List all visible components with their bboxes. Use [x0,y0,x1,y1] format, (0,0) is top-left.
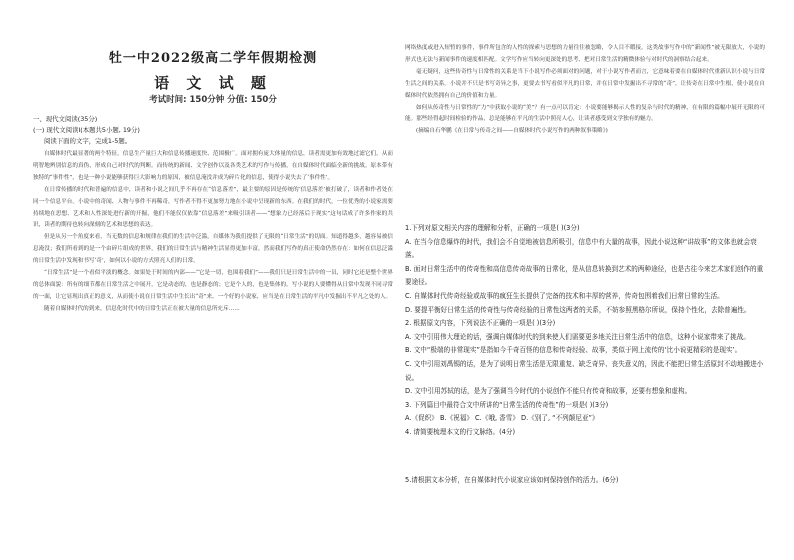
section-instruction: 阅读下面的文字，完成1-5题。 [44,137,132,145]
option-1b: B. 面对日常生活中的传奇性和高信息传奇故事的日常化，是从信息转换到艺术的两种途径，也是古往今来艺术家们创作的重要途径。 [405,264,764,287]
question-4: 4. 请简要梳理本文的行文脉络。(4分) [405,427,516,436]
question-5: 5.请根据文本分析，在自媒体时代小说家应该如何保持创作的活力。(6分) [405,475,619,484]
passage-paragraph: 但是从另一个角度来看，当无数的信息和规律在我们的生活中泛滥，自媒体为我们提供了无限的“日常生活”的切面。知道得越多，越容易被信息淹没；我们所看到的是一个由碎片组成的世界，我们的日常生活与精神生活显得更加丰富，然而我们写作的真正使命仍然存在：如何在信息泛滥的日常生活中发现和书写‘奇’，如何以小说的方式照亮人们的日常。 [33,234,393,265]
source-note: (摘编自石华鹏《在日常与传奇之间——自媒体时代小说写作的两种叙事策略》) [416,128,608,135]
school-title: 牡一中2022级高二学年假期检测 [108,51,318,66]
option-2c: C. 文中引用刘禹锡的话，是为了说明日常生活是无限重复、缺乏奇异、丧失意义的，因此不能把日常生活原封不动地搬进小说。 [405,359,764,382]
option-1c: C. 自媒体时代传奇经验或故事的疯狂生长提供了完备的技术和丰厚的营养，传奇包围着我们日常日常的生活。 [405,291,724,300]
passage-paragraph: “日常生活”是一个看似平淡的概念。如果处于时间的内部——“它是一切，也围着我们”——我们只是日常生活中的一员，同时它还是整个世界的总体面貌：所有的细节都在日常生活之中展开，它是动态的，也是静态的；它是个人的，也是集体的。写小说的人要懂得从日常中发现不同寻常的一面，让它显现出真正的意义，从而使小说在日常生活中生长出“奇”来。一个好的小说家，应当是在日常生活的平凡中发掘出不平凡之处的人。 [33,270,393,300]
answer-space [405,440,765,474]
questions [405,222,765,487]
option-2a: A. 文中引用伟大理论的话，强调自媒体时代的到来使人们需要更多地关注日常生活中的信息，这种小说家带来了挑战。 [405,332,750,341]
option-2d: D. 文中引用苏轼的话，是为了强调当今时代的小说创作不能只有传奇和故事，还要有想象和虚构。 [405,387,692,396]
passage-paragraph: 如何从传奇性与日常性的“力”中获取小说的“美”？有一点可以肯定：小说要能够揭示人性的复杂与时代的精神，在有限的篇幅中展开无限的可能。那些经得起时间检验的作品，总是能够在平凡的生活中照亮人心，让读者感受到文学独有的魅力。 [405,104,765,123]
passage-left [33,149,393,316]
question-3: 3. 下列篇目中最符合文中所讲的“日常生活的传奇性”的一项是( )(3分) [405,400,609,409]
passage-paragraph: 网络热度或进入短暂的事件，事件所包含的人性的探索与思想的力量往往被忽略，令人目不暇接。这类故事写作中的“新闻性”被无限放大，小说的形式也无法与新闻事件的速度相匹配。文学写作应当转向更深处的思考，把对日常生活的精微体验与对时代的洞察结合起来。 [405,45,765,63]
question-1: 1.下列对原文相关内容的理解和分析，正确的一项是( )(3分) [405,224,580,232]
options-3: A.《促织》 B.《祝福》 C.《哦, 香雪》 D.《别了, “不列颠尼亚”》 [405,414,599,423]
exam-info: 考试时间: 150分钟 分值: 150分 [149,95,277,105]
option-1a: A. 在当今信息爆炸的时代，我们会不自觉地被信息所吸引，信息中有大量的故事，因此小说这种“讲故事”的文体也就会衰落。 [405,237,757,260]
option-1d: D. 要提平衡好日常生活的传奇性与传奇经验的日常性这两者的关系，不妨参照黑格尔所说，保持个性化，去除普遍性。 [405,305,751,314]
section-heading-2: (一) 现代文阅读I(本题共5小题, 19分) [33,126,140,134]
question-2: 2. 根据原文内容，下列说法不正确的一项是( )(3分) [405,319,556,328]
passage-right [405,43,765,138]
passage-paragraph: 随着自媒体时代的到来，信息化时代中的日常生活正在被大量的信息所充斥…… [44,305,240,312]
passage-paragraph: 自媒体时代最显著的两个特征，信息生产量巨大和信息传播速度快、范围极广。面对拥有庞大体量的信息，读者需更加有效地过滤它们，从而明智地辨别信息的真伪，形成自己对时代的判断。而传统的新闻、文学创作以及各类艺术的写作与传播，在自媒体时代面临全新的挑战。原本带有独特的“事件性”，也是一种小说能够获得巨大影响力的原因，被信息淹没并成为碎片化的信息，使得小说失去了‘事件性’。 [33,151,393,181]
passage-paragraph: 毫无疑问，这些传奇性与日常性的关系是当下小说写作必须面对的问题，对于小说写作者而言，它意味着要在自媒体时代重新认识小说与日常生活之间的关系。小说并不只是书写奇异之事，更要去书写看似平凡的日常，并在日常中发掘出不寻常的“奇”，让传奇在日常中生根，使小说在自媒体时代依然拥有自己的价值和力量。 [405,68,765,99]
subject-title: 语 文 试 题 [154,74,272,92]
passage-paragraph: 在日常传播的时代和普遍的信息中，读者和小说之间几乎不再存在“信息落差”，最主要的原因是传统的‘信息落差’被打破了，读者和作者处在同一个信息平台。小说中的奇闻、人物与事件不再稀奇，写作者不得不更加努力地在小说中呈现新的东西。在我们的时代，一位优秀的小说家需要持续地在思想、艺术和人性深处进行新的开掘，他们不能仅仅依靠“信息落差”来吸引读者——“想象力已经落后于现实”这句话成了许多作家的共识，读者的期待也转向深刻的艺术和思想的表达。 [33,186,393,229]
option-2b: B. 文中“极端的非常现实”是指如今千奇百怪的信息和传奇经验、故事，类似于网上流传的‘比小说更精彩的是现实’。 [405,346,742,355]
section-heading-1: 一、现代文阅读(35分) [33,115,98,123]
